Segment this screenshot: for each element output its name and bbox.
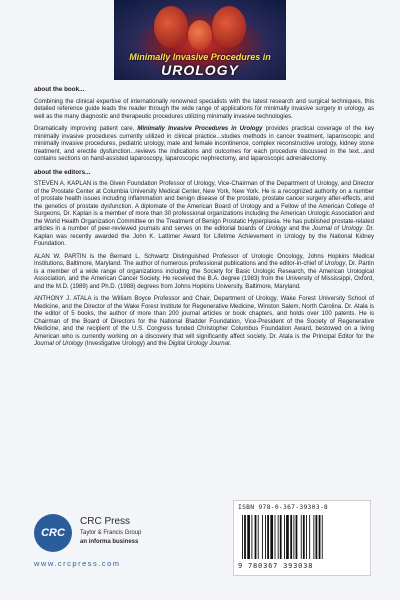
barcode-panel — [233, 500, 371, 576]
publisher-name: CRC Press — [80, 516, 131, 527]
about-book-paragraph-1: Combining the clinical expertise of internationally renowned specialists with the latest research and surgical techniques, this detailed reference guide leads the reader through the wide range of applications for minimally invasive surgery in urology, as well as the many diagnostic and therapeutic procedures utilizing minimally invasive technologies. — [34, 98, 374, 120]
kidney-illustration — [154, 6, 188, 48]
back-cover-text — [34, 86, 374, 354]
cover-title-line1: Minimally Invasive Procedures in — [129, 52, 271, 62]
about-book-paragraph-2: Dramatically improving patient care, Minimally Invasive Procedures in Urology provides practical coverage of the key minimally invasive procedures currently utilized in clinical practice...studies methods in cancer treatment, laparoscopic and minimally invasive procedures, pediatric urology, male and female incontinence, complex reconstructive urology, kidney stone treatment, and erectile dysfunction...reviews the indications and outcomes for each procedure discussed in the text...and contains sections on hand-assisted laparoscopy, laparoscopic nephrectomy, and laparoscopic adrenalectomy. — [34, 126, 375, 162]
cover-title-line2: UROLOGY — [161, 62, 239, 78]
publisher-logo — [34, 514, 234, 584]
publisher-website: www.crcpress.com — [34, 559, 121, 568]
about-editors-heading: about the editors... — [34, 168, 91, 176]
barcode-icon — [242, 515, 362, 559]
publisher-tagline: an informa business — [80, 539, 139, 545]
isbn-label: ISBN 978-0-367-39303-8 — [238, 504, 329, 511]
crc-logo-icon: CRC — [34, 514, 72, 552]
editor-atala-bio: ANTHONY J. ATALA is the William Boyce Professor and Chair, Department of Urology, Wake Forest University School of Medicine, and the Director of the Wake Forest Institute for Regenerative Medicine, Winston Salem, North Carolina. Dr. Atala is the editor of 5 books, the author of more than 200 journal articles or book chapters, and holds over 100 patents. He is Chairman of the Board of Directors for the National Bladder Foundation, Vice-President of the Society of Regenerative Medicine, and the recipient of the U.S. Congress funded Christopher Columbus Foundation Award, bestowed on a living American who is currently working on a discovery that will significantly affect society. Dr. Atala is the Principal Editor for the Journal of Urology (Investigative Urology) and the Digital Urology Journal. — [34, 296, 374, 347]
editor-partin-bio: ALAN W. PARTIN is the Bernard L. Schwartz Distinguished Professor of Urologic Oncology, Johns Hopkins Medical Institutions, Baltimore, Maryland. The author of numerous professional publications and the editor-in-chief of Urology, Dr. Partin is a member of a wide range of organizations including the Society for Basic Urologic Research, the American Urological Association, and the American Cancer Society. He received the B.A. degree (1983) from the University of Mississippi, Oxford, and the M.D. (1989) and Ph.D. (1988) degrees from Johns Hopkins University, Baltimore, Maryland. — [34, 253, 374, 290]
editor-kaplan-bio: STEVEN A. KAPLAN is the Given Foundation Professor of Urology, Vice-Chairman of the Department of Urology, and Director of the Prostate Center at Columbia University Medical Center, New York, New York. He is a recognized authority on a number of prostate health issues including inflammation and benign disease of the prostate, prostate cancer surgery after-effects, and the genetics of prostate dysfunction. A diplomate of the American Board of Urology and a Fellow of the American College of Surgeons, Dr. Kaplan is a member of more than 30 professional organizations including the American Urologic Association and the World Health Organization Committee on the Treatment of Benign Prostatic Hyperplasia. He has published prostate-related articles in a number of peer-reviewed journals and serves on the editorial boards of Urology and the Journal of Urology. Dr. Kaplan was recently awarded the John K. Lattimer Award for Lifetime Achievement in Urology by the National Kidney Foundation. — [34, 181, 374, 247]
barcode-number: 9 780367 393038 — [238, 562, 314, 570]
kidney-illustration — [212, 6, 246, 48]
bladder-illustration — [188, 20, 212, 50]
about-book-heading: about the book... — [34, 86, 85, 93]
publisher-group: Taylor & Francis Group — [80, 530, 142, 536]
cover-image — [114, 0, 286, 80]
